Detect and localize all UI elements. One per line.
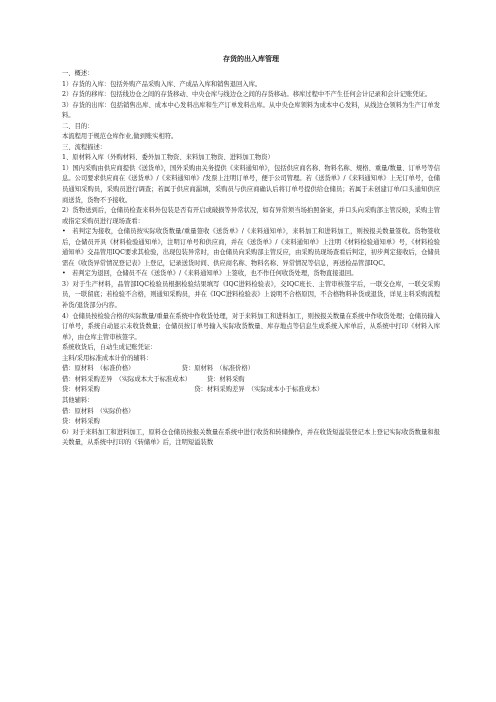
paragraph: 贷：材料采购	[62, 418, 100, 426]
paragraph: 系统收货后，自动生成记账凭证：	[62, 344, 157, 352]
paragraph: 1）存货的入库：包括外购产品采购入库、产成品入库和销售退回入库。	[62, 80, 262, 88]
paragraph: 1）国内采购由供应商提供《送货单》，国外采购由关务提供《来料通知单》，包括供应商名称、物料名称、规格、重量/数量、订单号等信息。公司要求供应商在《送货单》/《来料通知单》/发票上注明订单号，便于公司管理。若《送货单》/《来料通知单》上无订单号，仓储员通知采购员，采购员进行调查；若属于供应商漏填，采购员与供应商确认后将订单号提供给仓储员；若属于未创建订单/口头通知供应商送货，货物不予接收。	[62, 164, 440, 204]
paragraph: 贷：材料采购 贷：材料采购差异 （实际成本小于标准成本）	[62, 386, 324, 394]
paragraph: 其他辅料：	[62, 396, 94, 404]
paragraph: 借：原材料 （标准价格） 贷：原材料 （标准价格）	[62, 365, 255, 373]
paragraph: 6）对于来料加工和进料加工，原料仓仓储员按报关数量在系统中进行收货和转储操作，并在收货短溢装登记本上登记实际收货数量和报关数量，从系统中打印的《转储单》后，注明短溢装数	[62, 428, 440, 447]
paragraph: • 若判定为退回，仓储员不在《送货单》/《来料通知单》上签收，也不作任何收货处理，货物直接退回。	[62, 270, 358, 278]
document-body	[62, 69, 440, 449]
paragraph: 2）存货的移库：包括线边仓之间的存货移动、中央仓库与线边仓之间的存货移动。移库过程中不产生任何会计记录和会计记账凭证。	[62, 91, 432, 99]
paragraph: 一、概述：	[62, 70, 94, 77]
paragraph: 三、流程描述：	[62, 143, 107, 151]
document-title: 存货的出入库管理	[223, 54, 279, 63]
paragraph: 2）货物送到后，仓储员检查来料外包装是否有开启或破损等异常状况，如有异常须当场拍照备案，并口头向采购部主管反映，采购主管或指定采购员进行现场查看：	[62, 207, 440, 225]
paragraph: 二、目的：	[62, 122, 94, 130]
paragraph: 本流程用于规范仓库作业,做到账实相符。	[62, 133, 178, 141]
paragraph: 4）仓储员按检验合格的实际数量/重量在系统中作收货处理，对于来料加工和进料加工，则按报关数量在系统中作收货处理；仓储员输入订单号，系统自动显示未收货数量；仓储员按订单号输入实际收货数量、库存地点等信息生成系统入库单后，从系统中打印《材料入库单》，由仓库主管审核签字。	[62, 312, 440, 341]
paragraph: 主料/采用标准成本计价的辅料：	[62, 354, 153, 362]
paragraph: 3）对于生产材料，品管部IQC检验员根据检验结果填写《IQC进料检验表》，交IQC班长、主管审核签字后，一联交仓库，一联交采购员，一联留底；若检验不合格，则通知采购员，并在《IQC进料检验表》上说明不合格原因，不合格物料补货或退货，详见主料采购流程补货/退货部分内容。	[62, 280, 440, 310]
paragraph: 借：原材料 （实际价格）	[62, 407, 135, 415]
paragraph: 3）存货的出库：包括销售出库、成本中心发料出库和生产订单发料出库。从中央仓库领料为成本中心发料，从线边仓领料为生产订单发料。	[62, 101, 440, 120]
paragraph: 借：材料采购差异 （实际成本大于标准成本） 贷：材料采购	[62, 375, 245, 383]
paragraph: • 若判定为接收，仓储员按实际收货数量/重量签收《送货单》/《来料通知单》，来料加工和进料加工，则按报关数量签收。货物签收后，仓储员开具《材料检验通知单》，注明订单号和供应商，并在《送货单》/《来料通知单》上注明《材料检验通知单》号，《材料检验通知单》交品管用IQC要求其检验，出现包装异常时，由仓储员向采购部主管反应，由采购员现场查看后判定，初步判定接收后，仓储员需在《收货异常情况登记表》上登记，记录送货时间、供应商名称、物料名称、异常情况等信息，再送检品管部IQC。	[62, 228, 440, 267]
paragraph: 1、原材料入库（外购材料、委外加工物资、来料加工物资、进料加工物资）	[62, 154, 274, 162]
